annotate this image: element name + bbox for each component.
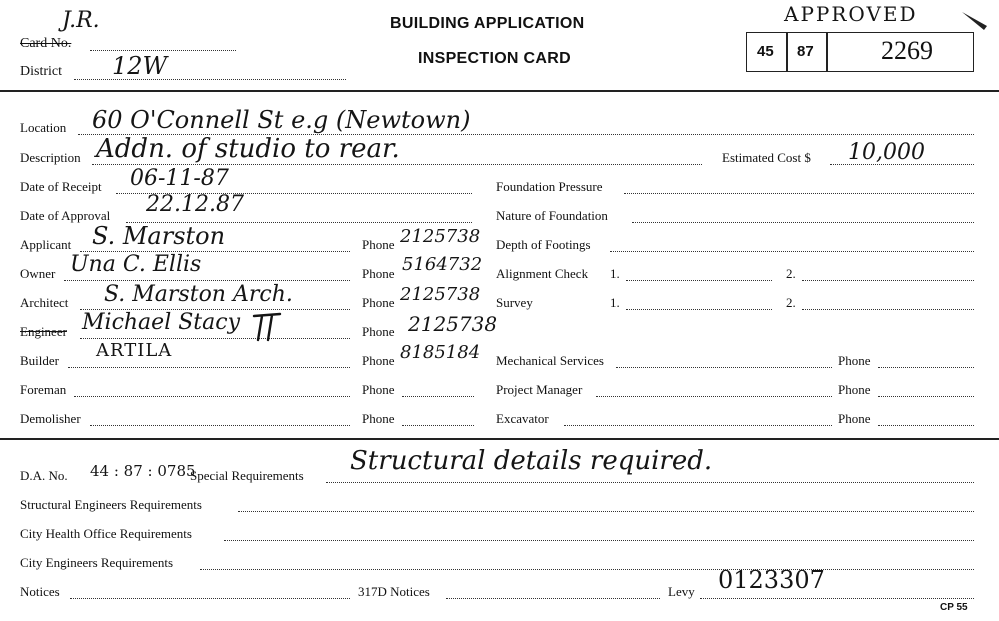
special-requirements-line (326, 482, 974, 483)
project-manager-line (596, 396, 832, 397)
survey-2-line (802, 309, 974, 310)
ref-box-b-value: 87 (797, 43, 814, 60)
excavator-phone-line (878, 425, 974, 426)
middle-divider (0, 438, 999, 440)
engineer-line (80, 338, 350, 339)
card-number: 2269 (881, 36, 933, 65)
survey-1: 1. (610, 295, 620, 310)
mechanical-line (616, 367, 832, 368)
district-label: District (20, 64, 62, 79)
excavator-label: Excavator (496, 411, 549, 426)
demolisher-phone-label: Phone (362, 411, 395, 426)
location-value: 60 O'Connell St e.g (Newtown) (92, 106, 471, 134)
survey-1-line (626, 309, 772, 310)
alignment-check-1-line (626, 280, 772, 281)
architect-phone-label: Phone (362, 295, 395, 310)
estimated-cost-value: 10,000 (848, 140, 925, 165)
survey-2: 2. (786, 295, 796, 310)
date-receipt-value: 06-11-87 (130, 166, 229, 191)
project-manager-phone-label: Phone (838, 382, 871, 397)
card-no-value: J.R. (62, 8, 100, 33)
engineer-phone-value: 2125738 (408, 312, 498, 336)
da-no-label: D.A. No. (20, 468, 68, 483)
foundation-pressure-label: Foundation Pressure (496, 179, 603, 194)
title-line-1: BUILDING APPLICATION (390, 15, 585, 32)
alignment-check-1: 1. (610, 266, 620, 281)
description-label: Description (20, 150, 81, 165)
form-code: CP 55 (940, 602, 968, 613)
location-label: Location (20, 120, 67, 135)
levy-label: Levy (668, 584, 695, 599)
engineer-value: Michael Stacy (82, 310, 240, 335)
builder-line (68, 367, 350, 368)
levy-line (700, 598, 974, 599)
special-requirements-value: Structural details required. (350, 446, 713, 476)
foreman-phone-line (402, 396, 474, 397)
builder-value: ARTILA (96, 340, 173, 361)
foundation-pressure-line (624, 193, 974, 194)
date-approval-value: 22.12.87 (146, 192, 244, 217)
notices-317d-label: 317D Notices (358, 584, 430, 599)
owner-value: Una C. Ellis (70, 252, 202, 277)
project-manager-label: Project Manager (496, 382, 583, 397)
owner-line (64, 280, 350, 281)
applicant-value: S. Marston (92, 222, 226, 250)
excavator-line (564, 425, 832, 426)
applicant-phone-label: Phone (362, 237, 395, 252)
city-health-line (224, 540, 974, 541)
levy-value: 0123307 (718, 566, 825, 594)
notices-line (70, 598, 350, 599)
architect-label: Architect (20, 295, 69, 310)
foreman-phone-label: Phone (362, 382, 395, 397)
depth-footings-label: Depth of Footings (496, 237, 591, 252)
approved-stamp: APPROVED (784, 2, 918, 26)
ref-box-a-value: 45 (757, 43, 774, 60)
owner-phone-label: Phone (362, 266, 395, 281)
owner-phone-value: 5164732 (402, 254, 483, 275)
mechanical-phone-line (878, 367, 974, 368)
notices-label: Notices (20, 584, 60, 599)
notices-317d-line (446, 598, 660, 599)
mechanical-label: Mechanical Services (496, 353, 604, 368)
alignment-check-2: 2. (786, 266, 796, 281)
date-receipt-label: Date of Receipt (20, 179, 102, 194)
special-requirements-label: Special Requirements (190, 468, 304, 483)
engineer-mark-icon (250, 310, 284, 344)
engineer-label: Engineer (20, 324, 67, 339)
pen-mark-icon (960, 8, 990, 34)
estimated-cost-label: Estimated Cost $ (722, 150, 811, 165)
description-value: Addn. of studio to rear. (96, 134, 400, 164)
title-line-2: INSPECTION CARD (418, 50, 571, 67)
nature-foundation-line (632, 222, 974, 223)
owner-label: Owner (20, 266, 56, 281)
nature-foundation-label: Nature of Foundation (496, 208, 608, 223)
district-line (74, 79, 346, 80)
project-manager-phone-line (878, 396, 974, 397)
depth-footings-line (610, 251, 974, 252)
header-divider (0, 90, 999, 92)
card-no-line (90, 50, 236, 51)
city-engineers-label: City Engineers Requirements (20, 555, 174, 570)
structural-engineers-line (238, 511, 974, 512)
foreman-line (74, 396, 350, 397)
ref-box-number (826, 32, 974, 72)
ref-box-a (746, 32, 788, 72)
survey-label: Survey (496, 295, 533, 310)
district-value: 12W (112, 52, 168, 80)
builder-phone-value: 8185184 (400, 342, 481, 363)
card-no-label: Card No. (20, 36, 72, 51)
excavator-phone-label: Phone (838, 411, 871, 426)
description-line (92, 164, 702, 165)
da-no-value: 44 : 87 : 0785 (90, 462, 196, 480)
alignment-check-label: Alignment Check (496, 266, 589, 281)
ref-box-b (786, 32, 828, 72)
architect-value: S. Marston Arch. (104, 282, 293, 307)
demolisher-label: Demolisher (20, 411, 81, 426)
date-approval-label: Date of Approval (20, 208, 111, 223)
architect-phone-value: 2125738 (400, 284, 481, 305)
city-engineers-line (200, 569, 974, 570)
applicant-label: Applicant (20, 237, 72, 252)
structural-engineers-label: Structural Engineers Requirements (20, 497, 202, 512)
applicant-phone-value: 2125738 (400, 226, 481, 247)
engineer-phone-label: Phone (362, 324, 395, 339)
mechanical-phone-label: Phone (838, 353, 871, 368)
city-health-label: City Health Office Requirements (20, 526, 192, 541)
demolisher-phone-line (402, 425, 474, 426)
builder-label: Builder (20, 353, 59, 368)
demolisher-line (90, 425, 350, 426)
foreman-label: Foreman (20, 382, 67, 397)
builder-phone-label: Phone (362, 353, 395, 368)
alignment-check-2-line (802, 280, 974, 281)
